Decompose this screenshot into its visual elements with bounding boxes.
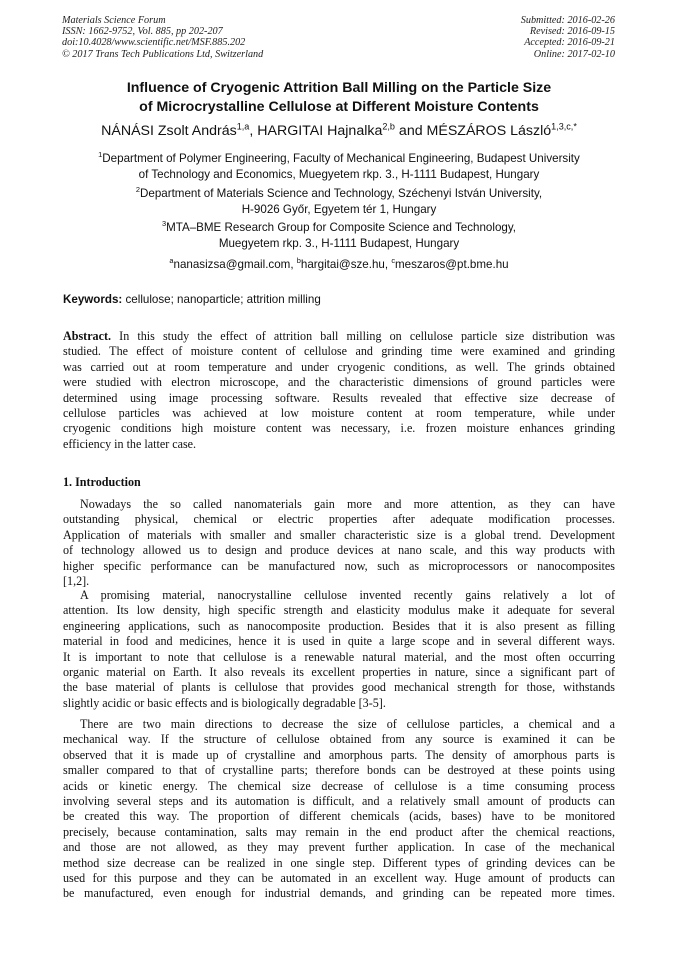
email-address[interactable]: nanasizsa@gmail.com: [173, 258, 291, 271]
affiliation-number: 2: [135, 185, 140, 195]
abstract-line: cellulose particles was achieved at low moisture content at room temperature, while under: [63, 406, 615, 421]
abstract-line: was carried out at room temperature and under cryogenic conditions, as well. The grinds obtained: [63, 359, 615, 374]
journal-name: Materials Science Forum: [62, 15, 166, 26]
paragraph-line: used for this purpose and they can be automated in an excellent way. Huge amount of products can: [63, 871, 615, 886]
paragraph-line: be manufactured, even enough for industrial demands, and grinding can be repeated more times.: [63, 886, 615, 901]
paragraph-line: It is important to note that cellulose is a renewable natural material, and the most often occurring: [63, 649, 615, 664]
paragraph-line: organic material on Earth. It also reveals its excellent properties in nature, since a significant part of: [63, 665, 615, 680]
paragraph-line: involving several steps and its automation is difficult, and a relatively small amount of products can: [63, 794, 615, 809]
author-emails: [30, 257, 648, 273]
paragraph-1: [63, 497, 615, 589]
author-list: [20, 122, 658, 140]
abstract-line: studied. The effect of moisture content of cellulose and grinding time were examined and grinding: [63, 344, 615, 359]
affiliation-text: MTA–BME Research Group for Composite Science and Technology,: [166, 221, 517, 234]
submission-dates: [521, 15, 615, 60]
journal-copyright: © 2017 Trans Tech Publications Ltd, Switzerland: [62, 48, 264, 60]
paragraph-line: be created this way. The proportion of different chemicals (acids, bases) have to be monitored: [63, 809, 615, 824]
date-submitted: Submitted: 2016-02-26: [520, 15, 615, 26]
affiliation-line: [30, 186, 648, 202]
paragraph-line: Nowadays the so called nanomaterials gain more and more attention, as they can have: [80, 497, 615, 511]
author-separator: and: [394, 123, 427, 139]
email-superscript: a: [169, 256, 174, 266]
section-heading: 1. Introduction: [63, 475, 141, 489]
date-revised: Revised: 2016-09-15: [529, 26, 615, 38]
paragraph-line: slightly acidic or basic effects and is biologically degradable [3-5].: [63, 695, 386, 710]
author-separator: ,: [249, 123, 258, 139]
paragraph-line: smaller compared to that of crystalline parts; therefore bonds can be destroyed at these points using: [63, 763, 615, 778]
paragraph-line: higher specific performance can be manufactured now, such as microprocessors or nanocomposites: [63, 558, 615, 573]
keywords-text: cellulose; nanoparticle; attrition milling: [122, 293, 321, 306]
paragraph-line: of technology allowed us to design and produce devices at nano scale, and this way products with: [63, 543, 615, 558]
paragraph-line: the base material of plants is cellulose that provides good mechanical strength for those, withstands: [63, 680, 615, 695]
journal-doi: doi:10.4028/www.scientific.net/MSF.885.202: [62, 37, 246, 49]
paragraph-line: attention. Its low density, high specific strength and elasticity modulus make it adequate for several: [63, 603, 615, 618]
journal-issn: ISSN: 1662-9752, Vol. 885, pp 202-207: [62, 26, 223, 38]
affiliation-text: Department of Materials Science and Technology, Széchenyi István University,: [140, 187, 543, 200]
paragraph-2: [63, 588, 615, 711]
affiliation-number: 1: [98, 150, 103, 160]
email-separator: ,: [290, 258, 297, 271]
paragraph-line: There are two main directions to decrease the size of cellulose particles, a chemical and a: [80, 717, 615, 731]
email-address[interactable]: hargitai@sze.hu: [300, 258, 385, 271]
paragraph-line: precisely, because contamination, salts may remain in the end product after the chemical reactions,: [63, 824, 615, 839]
paragraph-line: material in food and medicines, hence it is used in quite a large scope and in several different ways.: [63, 634, 615, 649]
email-superscript: c: [391, 256, 396, 266]
abstract-label: Abstract.: [63, 329, 112, 343]
abstract-line: cryogenic conditions high moisture content was necessary, i.e. frozen moisture enhances grinding: [63, 421, 615, 436]
paragraph-line: method size decrease can be realized in one single step. Different types of grinding devices can be: [63, 855, 615, 870]
email-superscript: b: [296, 256, 301, 266]
paragraph-line: mechanical way. If the structure of cellulose obtained from any source is examined it can be: [63, 732, 615, 747]
title-line: of Microcrystalline Cellulose at Different Moisture Contents: [139, 99, 539, 115]
abstract: [63, 329, 615, 452]
author-name: MÉSZÁROS László: [426, 123, 552, 139]
abstract-text: In this study the effect of attrition ball milling on cellulose particle size distribution was: [111, 329, 615, 343]
paragraph-line: observed that it is made up of crystalline and amorphous parts. The density of amorphous parts is: [63, 747, 615, 762]
abstract-line: efficiency in the latter case.: [63, 436, 197, 451]
affiliation-2: [30, 186, 648, 218]
abstract-line: determined using image processing software. Results revealed that effective size decrease of: [63, 390, 615, 405]
affiliation-line: H-9026 Győr, Egyetem tér 1, Hungary: [241, 203, 437, 216]
paragraph-line: A promising material, nanocrystalline cellulose invented recently gains relatively a lot of: [80, 588, 615, 602]
title-line: Influence of Cryogenic Attrition Ball Milling on the Particle Size: [126, 80, 552, 96]
paragraph-line: outstanding physical, chemical or electric properties after adequate modification processes.: [63, 512, 615, 527]
email-line: [30, 257, 648, 273]
journal-info: [62, 15, 263, 60]
paper-title: [40, 79, 638, 117]
keywords: [63, 292, 321, 308]
affiliation-line: [30, 151, 648, 167]
affiliation-line: of Technology and Economics, Muegyetem rkp. 3., H-1111 Budapest, Hungary: [138, 168, 540, 181]
date-online: Online: 2017-02-10: [533, 48, 615, 60]
keywords-label: Keywords:: [63, 293, 123, 306]
paragraph-line: engineering applications, such as nanocomposite production. Besides that it is also present as filling: [63, 618, 615, 633]
abstract-line: [63, 329, 615, 344]
affiliation-text: Department of Polymer Engineering, Faculty of Mechanical Engineering, Budapest University: [102, 152, 580, 165]
affiliation-1: [30, 151, 648, 183]
author-name: HARGITAI Hajnalka: [257, 123, 383, 139]
email-address[interactable]: meszaros@pt.bme.hu: [395, 258, 509, 271]
paragraph-3: [63, 717, 615, 902]
affiliation-3: [30, 220, 648, 252]
affiliation-line: Muegyetem rkp. 3., H-1111 Budapest, Hungary: [218, 237, 460, 250]
affiliation-line: [30, 220, 648, 236]
affiliation-number: 3: [161, 219, 167, 229]
author-superscript: 1,a: [236, 121, 250, 132]
author-superscript: 1,3,c,*: [551, 121, 577, 132]
date-accepted: Accepted: 2016-09-21: [524, 37, 615, 49]
paragraph-line: acids or kinetic energy. The chemical size decrease of cellulose is a time consuming process: [63, 778, 615, 793]
paragraph-line: Application of materials with smaller and smaller characteristic size is a global trend. Development: [63, 527, 615, 542]
author-superscript: 2,b: [382, 121, 395, 132]
author-name: NÁNÁSI Zsolt András: [101, 123, 237, 139]
email-separator: ,: [384, 258, 392, 271]
paragraph-line: [1,2].: [63, 574, 90, 589]
abstract-line: were studied with electron microscope, and the characteristic dimensions of ground particles were: [63, 375, 615, 390]
paragraph-line: and those are not allowed, as they may prevent further application. In case of the mechanical: [63, 840, 615, 855]
